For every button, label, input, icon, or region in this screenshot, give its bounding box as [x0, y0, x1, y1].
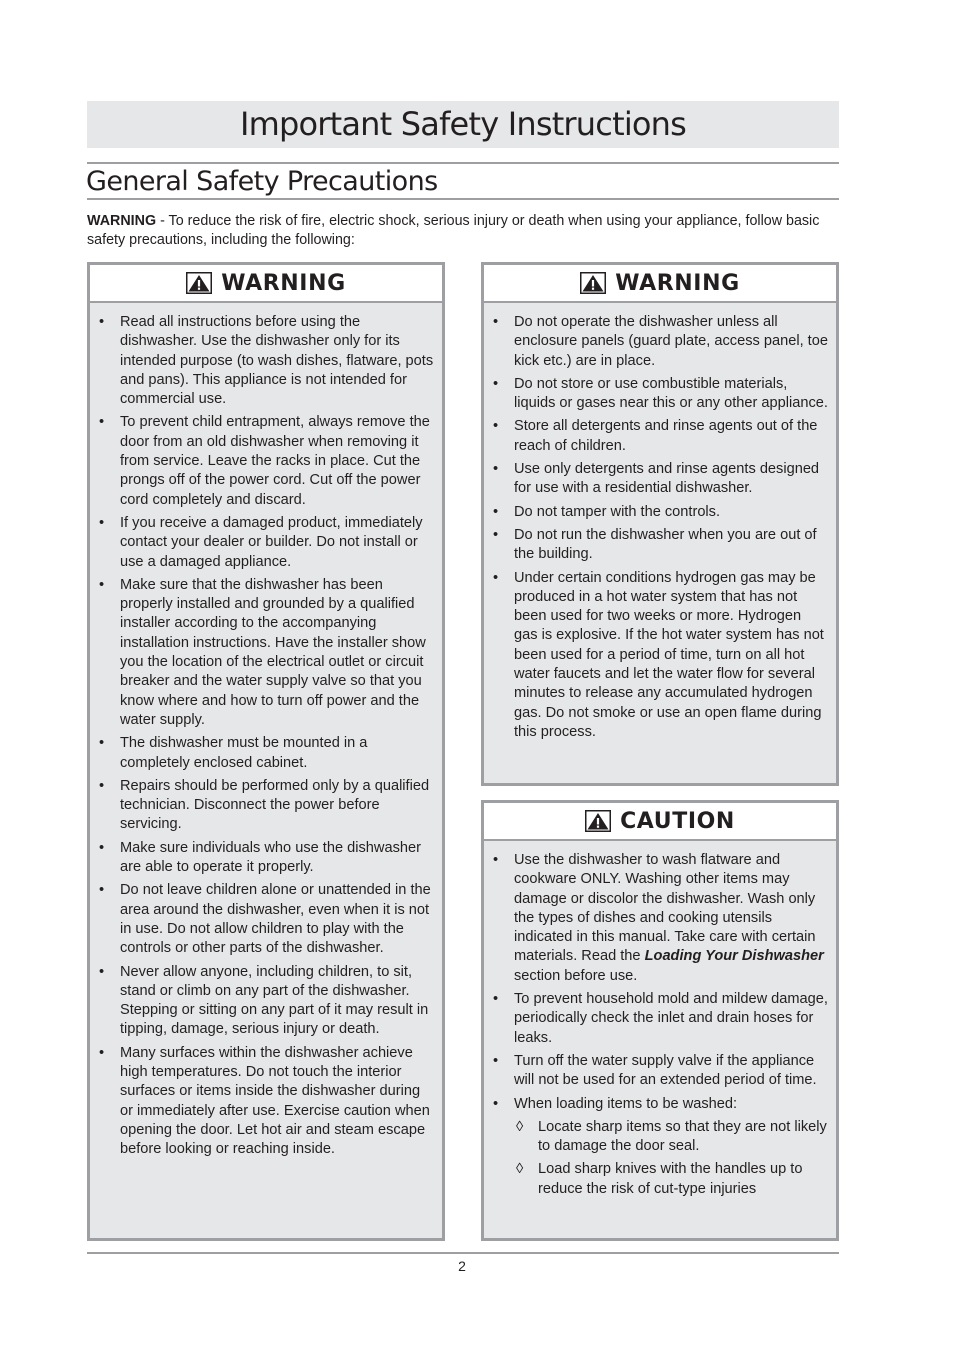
list-item: • To prevent household mold and mildew damage, periodically check the inlet and drain hoses for leaks.: [486, 990, 828, 1048]
warning-heading: WARNING: [221, 270, 346, 296]
page-title: Important Safety Instructions: [239, 105, 687, 143]
list-item: • If you receive a damaged product, immediately contact your dealer or builder. Do not install or use a damaged appliance.: [92, 514, 434, 572]
list-item-text: section before use.: [514, 967, 638, 984]
list-item: [486, 1095, 828, 1199]
warning-triangle-icon: [186, 272, 212, 294]
intro-paragraph: [87, 212, 839, 250]
section-subtitle: General Safety Precautions: [86, 166, 438, 197]
list-item-text: Use the dishwasher to wash flatware and cookware ONLY. Washing other items may damage or discolor the dishwasher. Wash only the types of dishes and cooking utensils indicated in this manual. Take care with certain materials. Read the: [514, 852, 816, 965]
list-item: • Do not store or use combustible materials, liquids or gases near this or any other appliance.: [486, 375, 828, 414]
list-item: [486, 851, 828, 986]
list-item-text: When loading items to be washed:: [514, 1095, 738, 1112]
subtitle-bottom-rule: [87, 198, 839, 200]
warning-heading: WARNING: [615, 270, 740, 296]
list-item: • Make sure that the dishwasher has been properly installed and grounded by a qualified installer according to the accompanying installation instructions. Have the installer show you the location of the electrical outlet or circuit breaker and the water supply valve so that you know where and how to turn off power and the water supply.: [92, 576, 434, 730]
warning-box-header: [484, 265, 836, 303]
title-bar: [87, 101, 839, 148]
list-item: • Many surfaces within the dishwasher achieve high temperatures. Do not touch the interior surfaces or items inside the dishwasher during or immediately after use. Exercise caution when opening the door. Let hot air and steam escape before looking or reaching inside.: [92, 1044, 434, 1160]
footer-rule: [87, 1252, 839, 1254]
caution-list: [484, 841, 836, 1199]
list-item: • Do not operate the dishwasher unless all enclosure panels (guard plate, access panel, toe kick etc.) are in place.: [486, 313, 828, 371]
list-item: • Do not tamper with the controls.: [486, 503, 828, 522]
intro-text: - To reduce the risk of fire, electric shock, serious injury or death when using your appliance, follow basic safety precautions, including the following:: [87, 213, 820, 248]
list-item: • To prevent child entrapment, always remove the door from an old dishwasher when removing it from service. Leave the racks in place. Cut the prongs off of the power cord. Cut off the power cord completely and discard.: [92, 413, 434, 509]
warning-triangle-icon: [580, 272, 606, 294]
list-item: • Repairs should be performed only by a qualified technician. Disconnect the power before servicing.: [92, 777, 434, 835]
list-item: • Read all instructions before using the dishwasher. Use the dishwasher only for its intended purpose (to wash dishes, flatware, pots and pans). This appliance is not intended for commercial use.: [92, 313, 434, 409]
loading-sublist: [514, 1118, 828, 1199]
warning-triangle-icon: [585, 810, 611, 832]
page-number: 2: [458, 1258, 466, 1274]
list-item: • Under certain conditions hydrogen gas may be produced in a hot water system that has not been used for two weeks or more. Hydrogen gas is explosive. If the hot water system has not been used for a period of time, turn on all hot water faucets and let the water flow for several minutes to release any accumulated hydrogen gas. Do not smoke or use an open flame during this process.: [486, 569, 828, 743]
list-item: • Make sure individuals who use the dishwasher are able to operate it properly.: [92, 839, 434, 878]
sub-list-item: ◊ Locate sharp items so that they are not likely to damage the door seal.: [514, 1118, 828, 1157]
warning-box-left: [87, 262, 445, 1241]
list-item: • The dishwasher must be mounted in a completely enclosed cabinet.: [92, 734, 434, 773]
warning-list: [90, 303, 442, 1159]
caution-heading: CAUTION: [620, 808, 735, 834]
list-item: • Never allow anyone, including children, to sit, stand or climb on any part of the dishwasher. Stepping or sitting on any part of it may result in tipping, damage, serious injury or death.: [92, 963, 434, 1040]
caution-box-header: [484, 803, 836, 841]
list-item: • Store all detergents and rinse agents out of the reach of children.: [486, 417, 828, 456]
caution-box: [481, 800, 839, 1241]
list-item: • Turn off the water supply valve if the appliance will not be used for an extended period of time.: [486, 1052, 828, 1091]
intro-warning-label: WARNING: [87, 213, 157, 229]
sub-list-item: ◊ Load sharp knives with the handles up to reduce the risk of cut-type injuries: [514, 1160, 828, 1199]
loading-section-reference: Loading Your Dishwasher: [644, 948, 824, 965]
warning-list: [484, 303, 836, 742]
warning-box-right: [481, 262, 839, 786]
list-item: • Do not run the dishwasher when you are out of the building.: [486, 526, 828, 565]
warning-box-header: [90, 265, 442, 303]
list-item: • Do not leave children alone or unattended in the area around the dishwasher, even when it is not in use. Do not allow children to play with the controls or other parts of the dishwasher.: [92, 881, 434, 958]
list-item: • Use only detergents and rinse agents designed for use with a residential dishwasher.: [486, 460, 828, 499]
